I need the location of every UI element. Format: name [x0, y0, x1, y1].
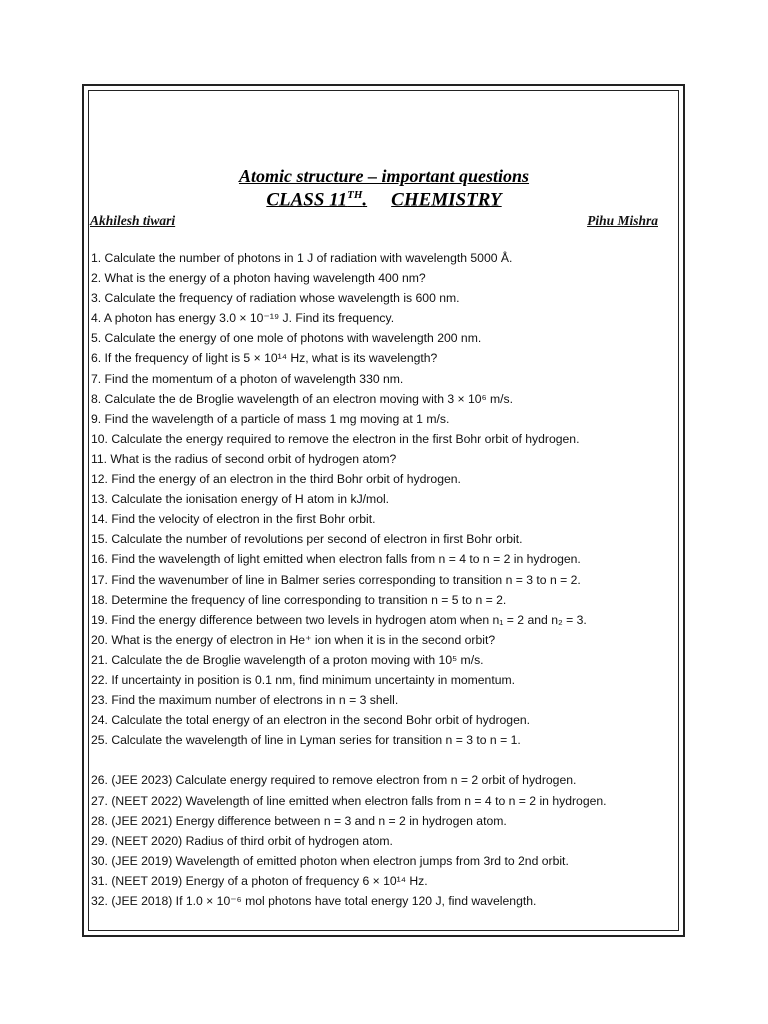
question-item: 7. Find the momentum of a photon of wavelength 330 nm. [91, 371, 404, 386]
question-item: 22. If uncertainty in position is 0.1 nm, find minimum uncertainty in momentum. [91, 672, 516, 687]
question-item: 20. What is the energy of electron in He⁺ ion when it is in the second orbit? [91, 632, 496, 647]
class-superscript: TH [347, 189, 363, 201]
author-right: Pihu Mishra [587, 213, 658, 228]
question-item: 14. Find the velocity of electron in the first Bohr orbit. [91, 512, 376, 527]
pyq-question-item: 28. (JEE 2021) Energy difference between n = 3 and n = 2 in hydrogen atom. [91, 813, 507, 828]
author-left: Akhilesh tiwari [90, 213, 176, 228]
question-item: 13. Calculate the ionisation energy of H atom in kJ/mol. [91, 492, 390, 507]
question-item: 23. Find the maximum number of electrons in n = 3 shell. [91, 693, 399, 708]
question-item: 3. Calculate the frequency of radiation whose wavelength is 600 nm. [91, 291, 460, 306]
pyq-question-item: 29. (NEET 2020) Radius of third orbit of hydrogen atom. [91, 833, 393, 848]
question-item: 16. Find the wavelength of light emitted when electron falls from n = 4 to n = 2 in hydrogen. [91, 552, 581, 567]
pyq-question-item: 30. (JEE 2019) Wavelength of emitted photon when electron jumps from 3rd to 2nd orbit. [91, 853, 569, 868]
pyq-question-item: 26. (JEE 2023) Calculate energy required to remove electron from n = 2 orbit of hydrogen. [91, 773, 577, 788]
question-item: 4. A photon has energy 3.0 × 10⁻¹⁹ J. Find its frequency. [91, 311, 395, 326]
section-spacer [91, 750, 671, 770]
pyq-question-item: 32. (JEE 2018) If 1.0 × 10⁻⁶ mol photons have total energy 120 J, find wavelength. [91, 894, 537, 908]
pyq-question-item: 31. (NEET 2019) Energy of a photon of frequency 6 × 10¹⁴ Hz. [91, 873, 428, 888]
document-title: Atomic structure – important questions [238, 166, 530, 186]
question-item: 10. Calculate the energy required to remove the electron in the first Bohr orbit of hydrogen. [91, 431, 580, 446]
question-item: 18. Determine the frequency of line corresponding to transition n = 5 to n = 2. [91, 592, 507, 607]
class-subject-heading [0, 189, 768, 211]
question-item: 2. What is the energy of a photon having wavelength 400 nm? [91, 271, 426, 286]
question-list [91, 248, 671, 911]
question-item: 21. Calculate the de Broglie wavelength of a proton moving with 10⁵ m/s. [91, 652, 484, 667]
question-item: 12. Find the energy of an electron in the third Bohr orbit of hydrogen. [91, 472, 461, 487]
subject-label: CHEMISTRY [391, 189, 502, 211]
question-item: 6. If the frequency of light is 5 × 10¹⁴ Hz, what is its wavelength? [91, 351, 438, 366]
question-item: 24. Calculate the total energy of an electron in the second Bohr orbit of hydrogen. [91, 713, 531, 728]
question-item: 5. Calculate the energy of one mole of photons with wavelength 200 nm. [91, 331, 482, 346]
question-item: 19. Find the energy difference between two levels in hydrogen atom when n₁ = 2 and n₂ = 3. [91, 612, 587, 627]
class-suffix: . [362, 189, 368, 211]
question-item: 9. Find the wavelength of a particle of mass 1 mg moving at 1 m/s. [91, 411, 450, 426]
class-label: CLASS 11 [266, 189, 348, 211]
pyq-question-item: 27. (NEET 2022) Wavelength of line emitted when electron falls from n = 4 to n = 2 in hydrogen. [91, 793, 607, 808]
question-item: 25. Calculate the wavelength of line in Lyman series for transition n = 3 to n = 1. [91, 733, 521, 748]
question-item: 8. Calculate the de Broglie wavelength of an electron moving with 3 × 10⁶ m/s. [91, 391, 513, 406]
question-item: 1. Calculate the number of photons in 1 J of radiation with wavelength 5000 Å. [91, 251, 513, 265]
question-item: 11. What is the radius of second orbit of hydrogen atom? [91, 451, 397, 466]
question-item: 15. Calculate the number of revolutions per second of electron in first Bohr orbit. [91, 532, 523, 547]
question-item: 17. Find the wavenumber of line in Balmer series corresponding to transition n = 3 to n = 2. [91, 572, 581, 587]
